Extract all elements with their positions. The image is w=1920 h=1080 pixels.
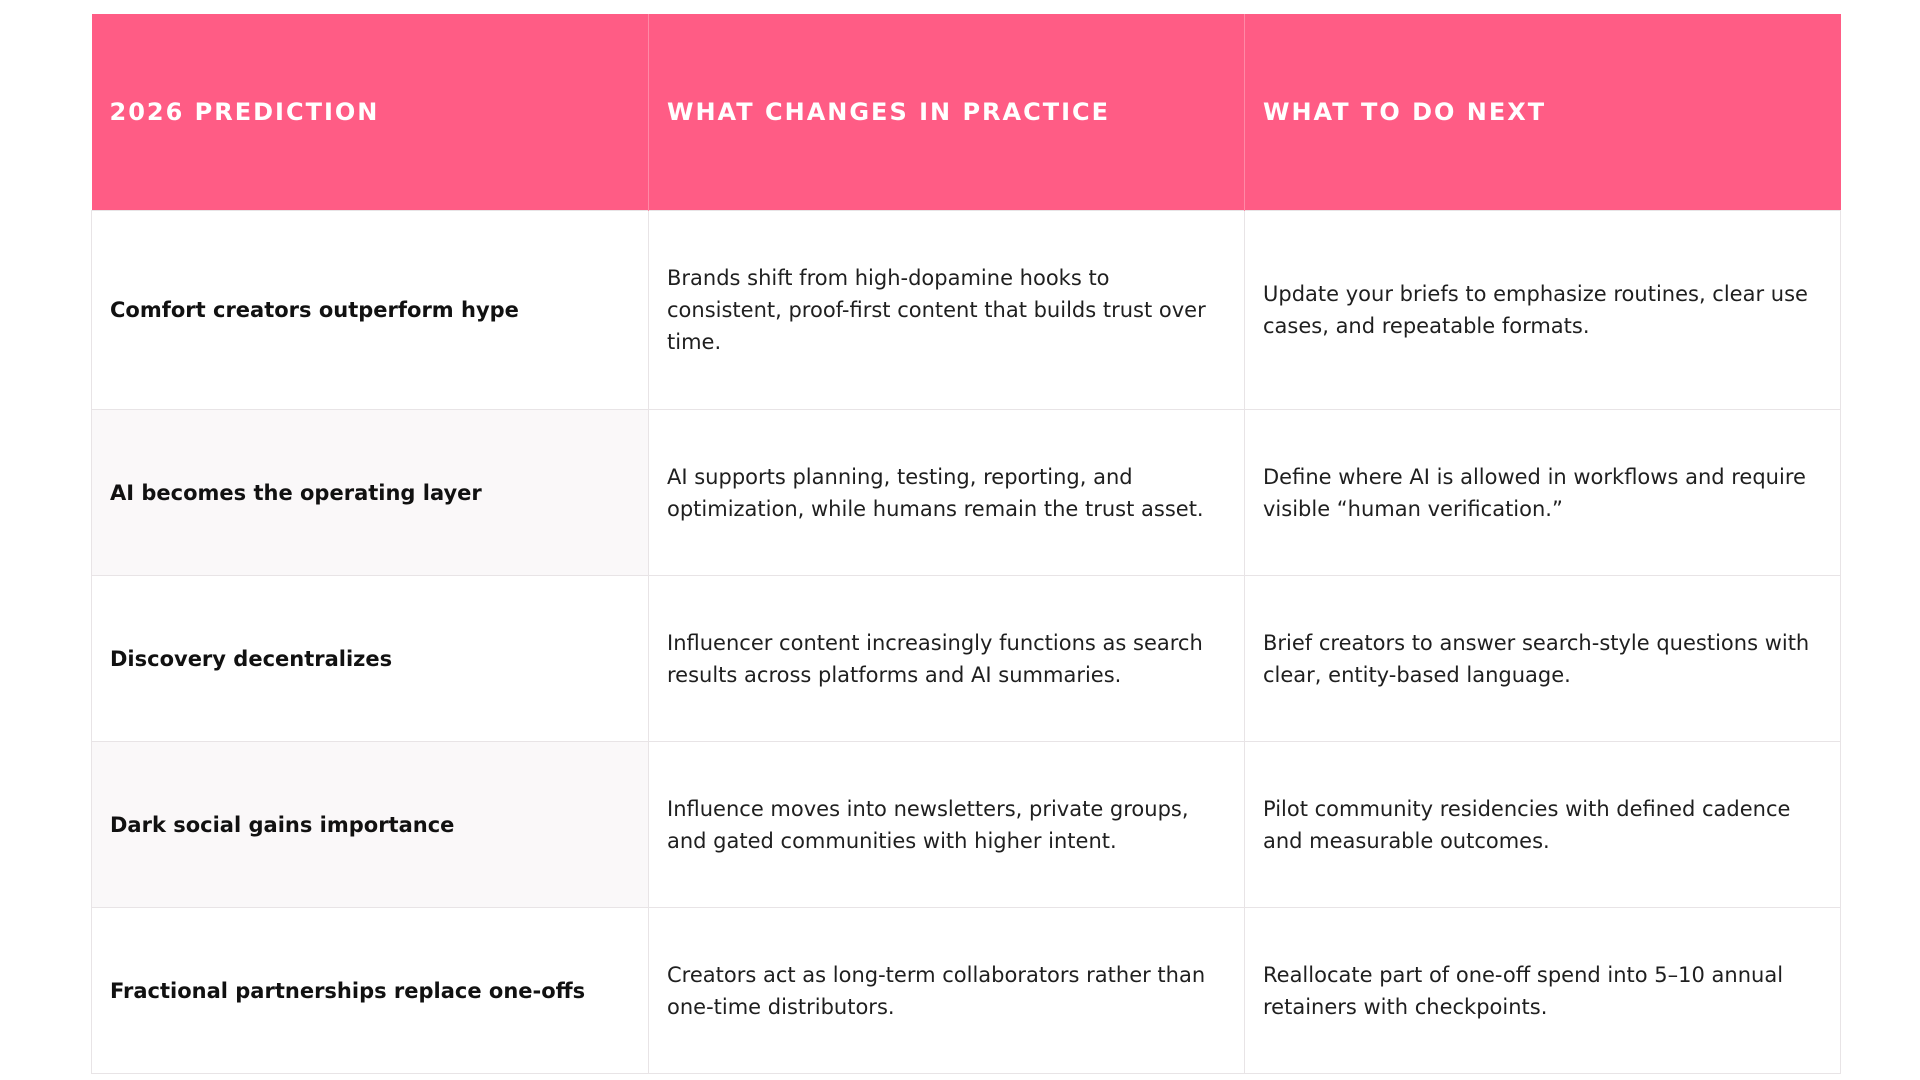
table-row [92, 908, 1841, 1074]
next-step-cell: Define where AI is allowed in workflows and require visible “human verification.” [1245, 410, 1841, 576]
header-what-to-do-next: WHAT TO DO NEXT [1245, 14, 1841, 211]
table-row [92, 742, 1841, 908]
header-changes-in-practice: WHAT CHANGES IN PRACTICE [649, 14, 1245, 211]
table-row [92, 410, 1841, 576]
change-cell: Brands shift from high-dopamine hooks to consistent, proof-first content that builds trust over time. [649, 211, 1245, 410]
table-row [92, 211, 1841, 410]
header-row [92, 14, 1841, 211]
predictions-table-container [91, 14, 1840, 1074]
header-prediction: 2026 PREDICTION [92, 14, 649, 211]
table-body [92, 211, 1841, 1074]
prediction-cell: AI becomes the operating layer [92, 410, 649, 576]
prediction-cell: Fractional partnerships replace one-offs [92, 908, 649, 1074]
table-row [92, 576, 1841, 742]
next-step-cell: Brief creators to answer search-style questions with clear, entity-based language. [1245, 576, 1841, 742]
next-step-cell: Update your briefs to emphasize routines, clear use cases, and repeatable formats. [1245, 211, 1841, 410]
next-step-cell: Pilot community residencies with defined cadence and measurable outcomes. [1245, 742, 1841, 908]
change-cell: AI supports planning, testing, reporting, and optimization, while humans remain the trust asset. [649, 410, 1245, 576]
change-cell: Influence moves into newsletters, private groups, and gated communities with higher intent. [649, 742, 1245, 908]
change-cell: Influencer content increasingly functions as search results across platforms and AI summaries. [649, 576, 1245, 742]
predictions-table [91, 14, 1841, 1074]
prediction-cell: Comfort creators outperform hype [92, 211, 649, 410]
prediction-cell: Dark social gains importance [92, 742, 649, 908]
next-step-cell: Reallocate part of one-off spend into 5–10 annual retainers with checkpoints. [1245, 908, 1841, 1074]
change-cell: Creators act as long-term collaborators rather than one-time distributors. [649, 908, 1245, 1074]
table-header [92, 14, 1841, 211]
prediction-cell: Discovery decentralizes [92, 576, 649, 742]
